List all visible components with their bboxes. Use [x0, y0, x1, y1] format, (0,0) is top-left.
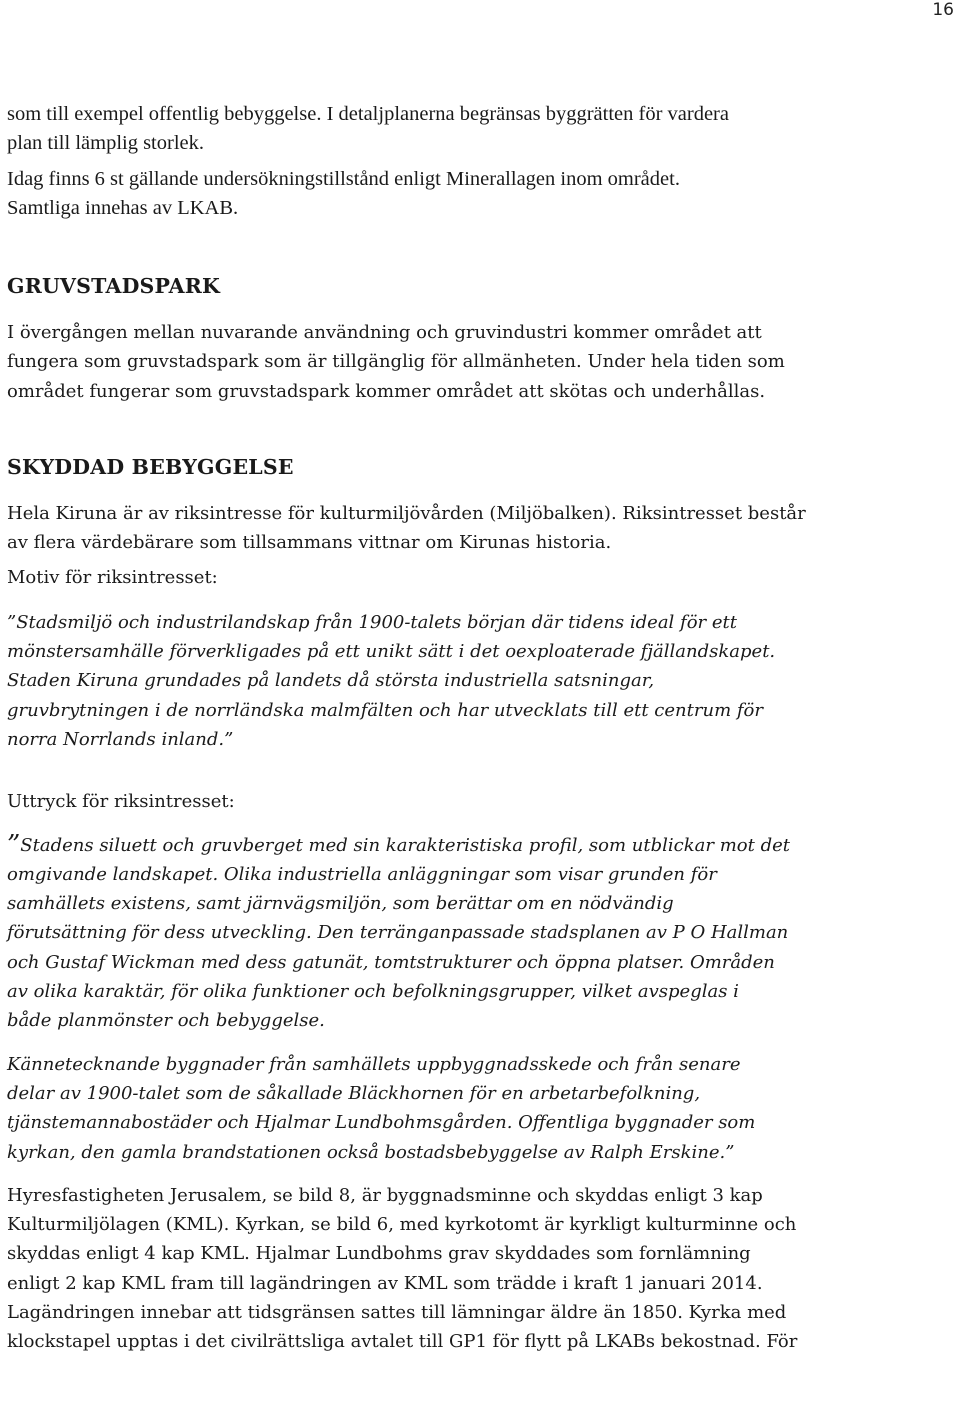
quote-line: både planmönster och bebyggelse. [7, 1010, 325, 1032]
document-body [7, 100, 947, 1357]
quote-line: kyrkan, den gamla brandstationen också bostadsbebyggelse av Ralph Erskine.” [7, 1141, 735, 1163]
paragraph-line: skyddas enligt 4 kap KML. Hjalmar Lundbohms grav skyddades som fornlämning [7, 1243, 751, 1265]
final-paragraph [7, 1181, 947, 1357]
quote-line: Kännetecknande byggnader från samhällets uppbyggnadsskede och från senare [7, 1053, 741, 1075]
quote-line: norra Norrlands inland.” [7, 728, 234, 750]
paragraph-line: klockstapel upptas i det civilrättsliga avtalet till GP1 för flytt på LKABs bekostnad. För [7, 1331, 798, 1353]
paragraph-line: I övergången mellan nuvarande användning och gruvindustri kommer området att [7, 322, 762, 343]
text-span: Under hela tiden som [581, 351, 785, 373]
quote-mark: ” [7, 829, 21, 860]
paragraph-line: Lagändringen innebar att tidsgränsen sattes till lämningar äldre än 1850. Kyrka med [7, 1302, 787, 1324]
paragraph-line: området fungerar som gruvstadspark kommer området att skötas och underhållas. [7, 380, 766, 402]
quote-line: förutsättning för dess utveckling. Den terränganpassade stadsplanen av P O Hallman [7, 922, 789, 944]
paragraph-line [7, 347, 947, 376]
uttryck-quote [7, 831, 947, 1036]
quote-line: omgivande landskapet. Olika industriella anläggningar som visar grunden för [7, 863, 717, 885]
paragraph-line: Hela Kiruna är av riksintresse för kulturmiljövården (Miljöbalken). Riksintresset består [7, 502, 806, 524]
motiv-label: Motiv för riksintresset: [7, 567, 218, 589]
quote-line [7, 831, 947, 860]
quote-line: Staden Kiruna grundades på landets då största industriella satsningar, [7, 670, 655, 692]
intro-line: plan till lämplig storlek. [7, 132, 205, 154]
paragraph-line: Hyresfastigheten Jerusalem, se bild 8, är byggnadsminne och skyddas enligt 3 kap [7, 1184, 763, 1206]
text-span: Stadens siluett och gruvberget med sin karakteristiska profil, som utblickar mot det [20, 834, 790, 856]
section-heading-gruvstadspark: GRUVSTADSPARK [7, 274, 221, 298]
paragraph-line: av flera värdebärare som tillsammans vittnar om Kirunas historia. [7, 532, 612, 554]
intro-line: Idag finns 6 st gällande undersökningstillstånd enligt Minerallagen inom området. [7, 168, 680, 190]
quote-line: tjänstemannabostäder och Hjalmar Lundbohmsgården. Offentliga byggnader som [7, 1112, 756, 1134]
paragraph-line: Kulturmiljölagen (KML). Kyrkan, se bild 6, med kyrkotomt är kyrkligt kulturminne och [7, 1214, 797, 1236]
section-heading-skyddad-bebyggelse: SKYDDAD BEBYGGELSE [7, 454, 294, 479]
motiv-quote [7, 608, 947, 754]
uttryck-label: Uttryck för riksintresset: [7, 791, 235, 813]
text-span: fungera som gruvstadspark som är tillgänglig för allmänheten. [7, 351, 582, 373]
quote-line: gruvbrytningen i de norrländska malmfälten och har utvecklats till ett centrum för [7, 699, 763, 721]
page-number: 16 [932, 0, 954, 20]
quote-line: ”Stadsmiljö och industrilandskap från 1900-talets början där tidens ideal för ett [7, 611, 737, 633]
uttryck-quote-continued [7, 1050, 947, 1167]
intro-line: Samtliga innehas av LKAB. [7, 197, 239, 219]
paragraph-line: enligt 2 kap KML fram till lagändringen av KML som trädde i kraft 1 januari 2014. [7, 1272, 763, 1294]
quote-line: och Gustaf Wickman med dess gatunät, tomtstrukturer och öppna platser. Områden [7, 951, 775, 973]
intro-line: som till exempel offentlig bebyggelse. I detaljplanerna begränsas byggrätten för vardera [7, 103, 729, 125]
quote-line: samhällets existens, samt järnvägsmiljön, som berättar om en nödvändig [7, 893, 674, 915]
quote-line: delar av 1900-talet som de såkallade Bläckhornen för en arbetarbefolkning, [7, 1082, 701, 1104]
quote-line: mönstersamhälle förverkligades på ett unikt sätt i det oexploaterade fjällandskapet. [7, 641, 776, 663]
quote-line: av olika karaktär, för olika funktioner och befolkningsgrupper, vilket avspeglas i [7, 981, 739, 1003]
